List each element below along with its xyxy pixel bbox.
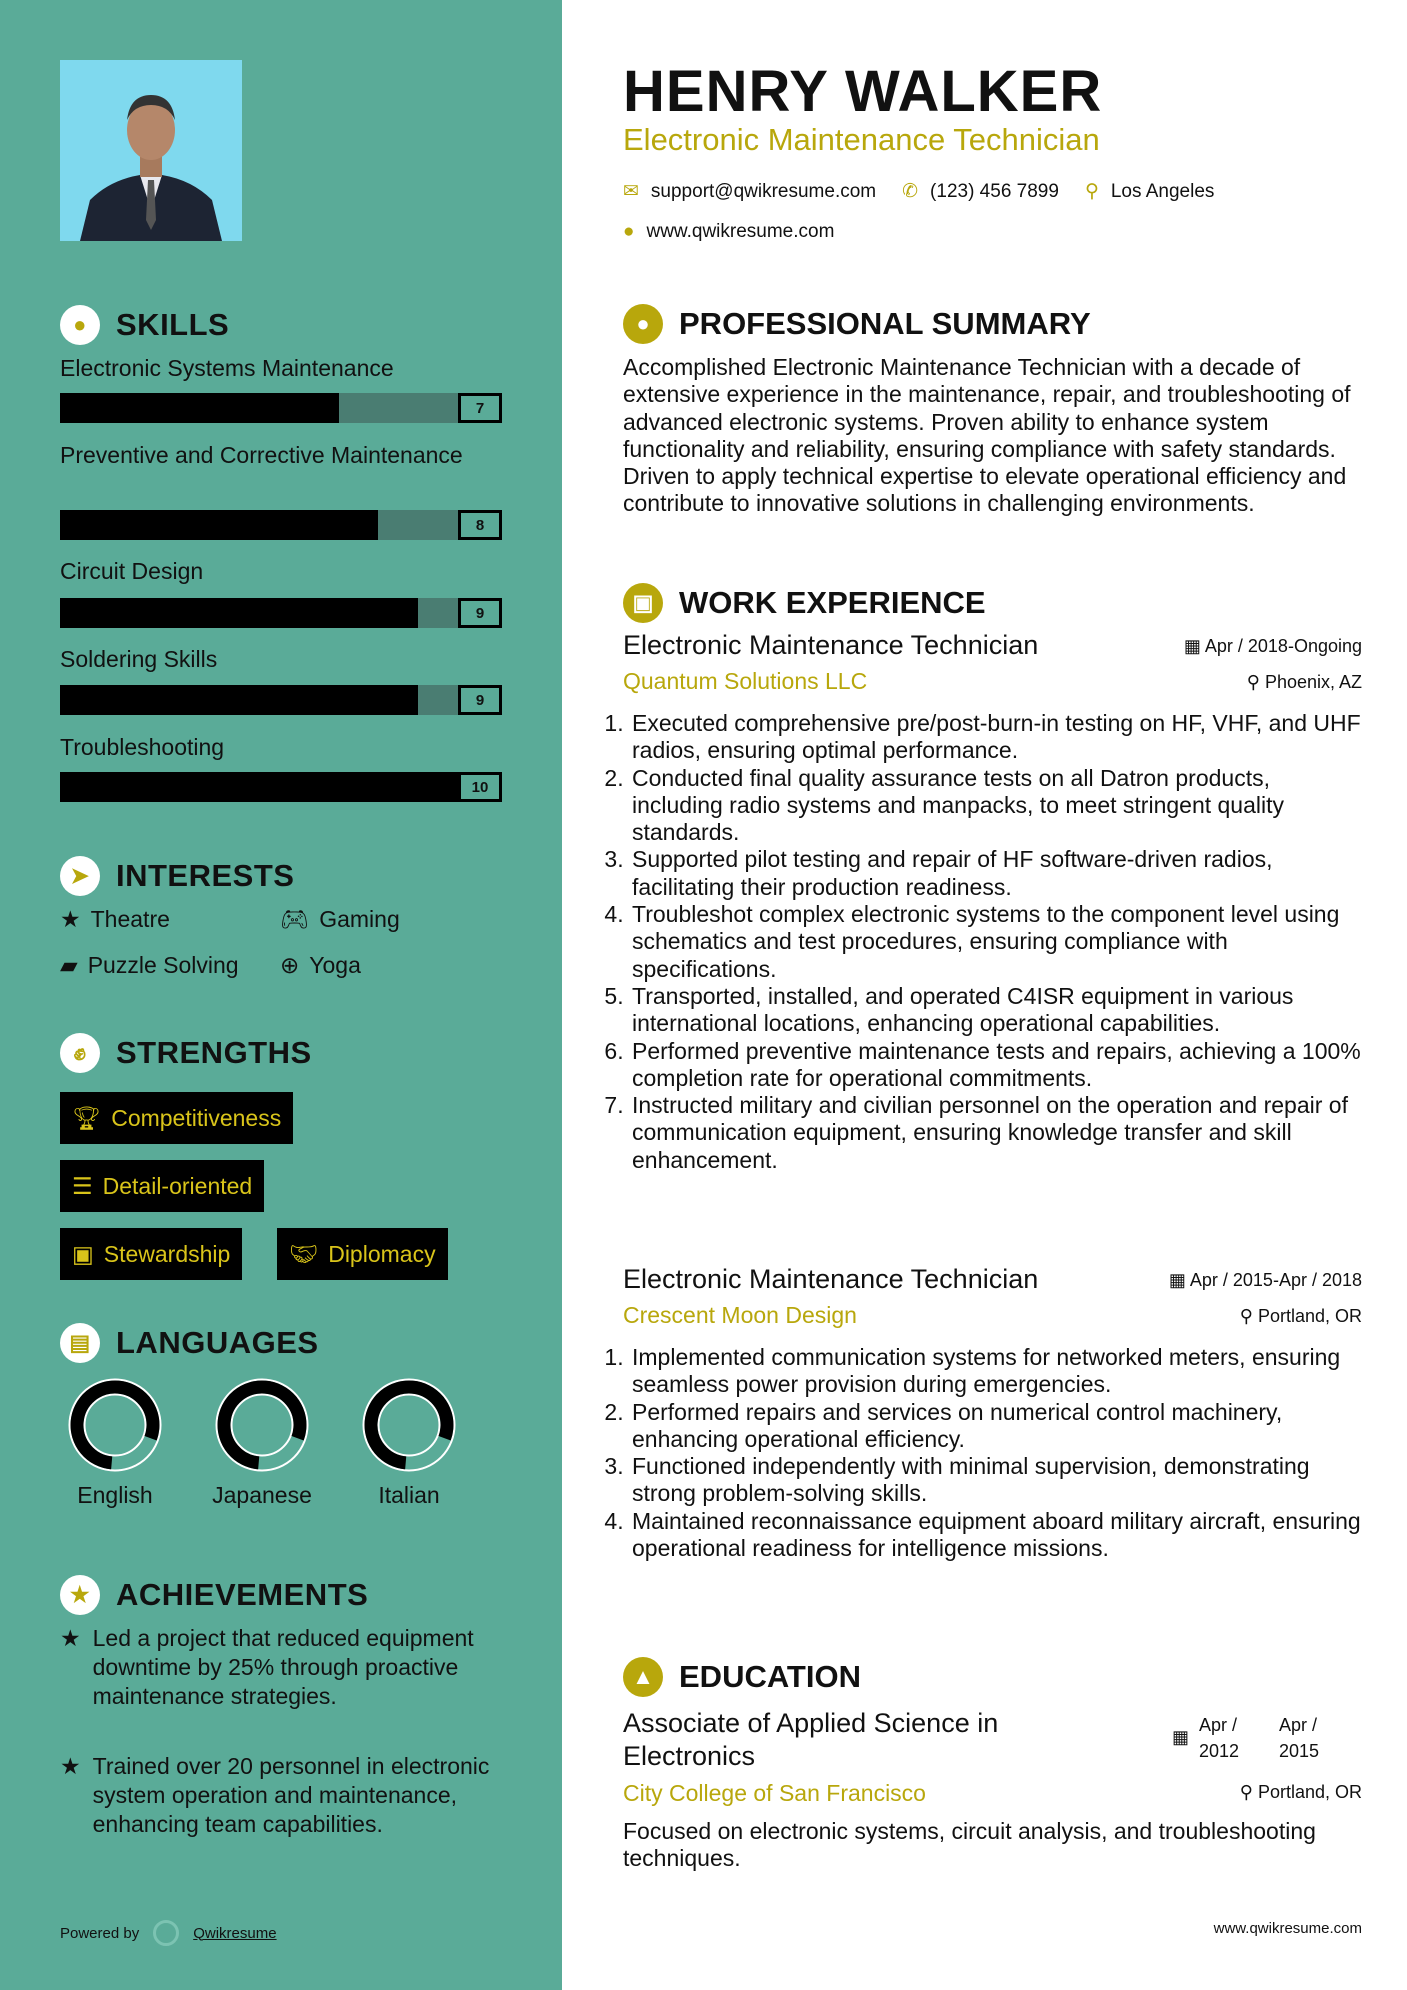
strengths-heading: ✊︎ STRENGTHS bbox=[60, 1033, 312, 1073]
skill-bar bbox=[60, 598, 502, 628]
pin-icon: ⚲ bbox=[1239, 1782, 1258, 1802]
calendar-icon: ▦ bbox=[1172, 1727, 1190, 1747]
handshake-icon: 🤝︎ bbox=[289, 1240, 319, 1267]
skill-value: 9 bbox=[458, 685, 502, 715]
skill-bar bbox=[60, 772, 502, 802]
calendar-icon: ▦ bbox=[1183, 636, 1205, 656]
fist-icon: ✊︎ bbox=[60, 1033, 100, 1073]
pin-icon: ⚲ bbox=[1246, 672, 1265, 692]
candidate-name: HENRY WALKER bbox=[623, 59, 1103, 124]
job-bullet: 2. Performed repairs and services on numerical control machinery, enhancing operational efficiency. bbox=[630, 1399, 1367, 1454]
gamepad-icon: 🎮︎ bbox=[280, 906, 310, 932]
job-location: ⚲ Phoenix, AZ bbox=[1246, 672, 1362, 692]
interest-item: ⊕ Yoga bbox=[280, 952, 361, 978]
language-label: Japanese bbox=[212, 1482, 312, 1508]
interest-item: ▰ Puzzle Solving bbox=[60, 952, 239, 978]
envelope-icon: ✉ bbox=[623, 181, 639, 202]
summary-heading: ● PROFESSIONAL SUMMARY bbox=[623, 304, 1363, 344]
education-dates: ▦ Apr / 2012 Apr / 2015 bbox=[1172, 1712, 1329, 1764]
company-name: Crescent Moon Design bbox=[623, 1302, 857, 1328]
translate-icon: ▤ bbox=[60, 1323, 100, 1363]
language-label: English bbox=[77, 1482, 153, 1508]
interest-item: ★ Theatre bbox=[60, 906, 170, 932]
company-name: Quantum Solutions LLC bbox=[623, 668, 868, 694]
job-location: ⚲ Portland, OR bbox=[1239, 1306, 1362, 1326]
phone-icon: ✆ bbox=[902, 181, 919, 202]
calendar-icon: ▦ bbox=[1168, 1270, 1190, 1290]
website-link[interactable]: www.qwikresume.com bbox=[646, 221, 835, 242]
skill-bar bbox=[60, 685, 502, 715]
skill-value: 8 bbox=[458, 510, 502, 540]
user-icon: ● bbox=[623, 304, 663, 344]
education-description: Focused on electronic systems, circuit analysis, and troubleshooting techniques. bbox=[623, 1818, 1316, 1872]
language-donut bbox=[359, 1375, 459, 1475]
job-dates: ▦ Apr / 2015-Apr / 2018 bbox=[1168, 1270, 1362, 1290]
skill-bar-fill bbox=[60, 393, 339, 423]
book-icon: ▰ bbox=[60, 952, 78, 978]
language-donut bbox=[65, 1375, 165, 1475]
map-pin-icon: ⚲ bbox=[1084, 181, 1099, 202]
strength-badge: ▣ Stewardship bbox=[60, 1228, 242, 1280]
skill-label: Circuit Design bbox=[60, 558, 204, 584]
star-icon: ★ bbox=[60, 1753, 81, 1779]
lifebuoy-icon: ⊕ bbox=[280, 952, 300, 978]
skill-value: 9 bbox=[458, 598, 502, 628]
skill-bar-fill bbox=[60, 598, 418, 628]
education-heading: ▲ EDUCATION bbox=[623, 1657, 1363, 1697]
job-dates: ▦ Apr / 2018-Ongoing bbox=[1183, 636, 1362, 656]
skill-label: Electronic Systems Maintenance bbox=[60, 355, 394, 381]
achievement-item: ★ Trained over 20 personnel in electronic system operation and maintenance, enhancing team capabilities. bbox=[60, 1753, 490, 1837]
strength-badge: ☰ Detail-oriented bbox=[60, 1160, 264, 1212]
job-bullet: 7. Instructed military and civilian personnel on the operation and repair of communication equipment, ensuring knowledge transfer and skill enhancement. bbox=[630, 1092, 1367, 1174]
job-bullet: 2. Conducted final quality assurance tests on all Datron products, including radio systems and manpacks, to meet stringent quality standards. bbox=[630, 765, 1367, 847]
summary-text: Accomplished Electronic Maintenance Technician with a decade of extensive experience in the maintenance, repair, and troubleshooting of advanced electronic systems. Proven ability to enhance system functionality and reliability, ensuring compliance with safety standards. Driven to apply technical expertise to elevate operational efficiency and contribute to innovative solutions in challenging environments. bbox=[623, 354, 1351, 517]
email-link[interactable]: support@qwikresume.com bbox=[650, 180, 877, 202]
skill-bar bbox=[60, 510, 502, 540]
job-bullet: 3. Supported pilot testing and repair of HF software-driven radios, facilitating their production readiness. bbox=[630, 846, 1367, 901]
skill-bar bbox=[60, 393, 502, 423]
skill-bar-fill bbox=[60, 685, 418, 715]
footer-website: www.qwikresume.com bbox=[1213, 1920, 1362, 1937]
job-bullet: 5. Transported, installed, and operated C4ISR equipment in various international locations, enhancing operational capabilities. bbox=[630, 983, 1367, 1038]
website-row bbox=[623, 221, 1363, 243]
achievements-heading: ★ ACHIEVEMENTS bbox=[60, 1575, 368, 1615]
skill-label: Preventive and Corrective Maintenance bbox=[60, 442, 463, 468]
job-position: Electronic Maintenance Technician bbox=[623, 1264, 1039, 1294]
qwikresume-link[interactable]: Qwikresume bbox=[193, 1924, 277, 1942]
job-bullet: 3. Functioned independently with minimal supervision, demonstrating strong problem-solving skills. bbox=[630, 1453, 1367, 1508]
school: City College of San Francisco bbox=[623, 1780, 926, 1806]
briefcase-icon: ▣ bbox=[623, 583, 663, 623]
list-icon: ☰ bbox=[72, 1172, 93, 1199]
skills-heading: ● SKILLS bbox=[60, 305, 229, 345]
strength-badge: 🏆︎ Competitiveness bbox=[60, 1092, 293, 1144]
languages-heading: ▤ LANGUAGES bbox=[60, 1323, 319, 1363]
job-bullets bbox=[612, 1344, 1367, 1562]
contact-row: ✉ support@qwikresume.com ✆ (123) 456 7899 ⚲ Los Angeles bbox=[623, 180, 1215, 202]
skill-value: 7 bbox=[458, 393, 502, 423]
job-bullets bbox=[612, 710, 1367, 1174]
language-donut bbox=[212, 1375, 312, 1475]
skill-bar-fill bbox=[60, 772, 458, 802]
lightbulb-icon: ● bbox=[60, 305, 100, 345]
language-label: Italian bbox=[378, 1482, 440, 1508]
graduation-icon: ▲ bbox=[623, 1657, 663, 1697]
powered-by: Powered by Qwikresume bbox=[60, 1920, 277, 1946]
interest-item: 🎮︎ Gaming bbox=[280, 906, 400, 932]
skill-label: Troubleshooting bbox=[60, 734, 225, 760]
job-bullet: 4. Troubleshot complex electronic systems to the component level using schematics and test procedures, ensuring compliance with specifications. bbox=[630, 901, 1367, 983]
strength-badge: 🤝︎ Diplomacy bbox=[277, 1228, 448, 1280]
star-icon: ★ bbox=[60, 1625, 81, 1651]
skill-bar-fill bbox=[60, 510, 378, 540]
achievement-item: ★ Led a project that reduced equipment downtime by 25% through proactive maintenance strategies. bbox=[60, 1625, 474, 1709]
degree: Associate of Applied Science in Electronics bbox=[623, 1708, 999, 1771]
qwikresume-logo-icon bbox=[153, 1920, 179, 1946]
star-icon: ★ bbox=[60, 906, 81, 932]
job-position: Electronic Maintenance Technician bbox=[623, 630, 1039, 660]
paper-plane-icon: ➤ bbox=[60, 856, 100, 896]
interests-heading: ➤ INTERESTS bbox=[60, 856, 294, 896]
job-title: Electronic Maintenance Technician bbox=[623, 122, 1100, 157]
skill-value: 10 bbox=[458, 772, 502, 802]
skill-label: Soldering Skills bbox=[60, 646, 218, 672]
job-bullet: 1. Executed comprehensive pre/post-burn-in testing on HF, VHF, and UHF radios, ensuring optimal performance. bbox=[630, 710, 1367, 765]
globe-icon: ● bbox=[623, 221, 635, 242]
work-heading: ▣ WORK EXPERIENCE bbox=[623, 583, 1363, 623]
job-bullet: 1. Implemented communication systems for networked meters, ensuring seamless power provision during emergencies. bbox=[630, 1344, 1367, 1399]
education-location: ⚲ Portland, OR bbox=[1239, 1782, 1362, 1802]
pin-icon: ⚲ bbox=[1239, 1306, 1258, 1326]
briefcase-icon: ▣ bbox=[72, 1240, 94, 1267]
profile-photo bbox=[60, 60, 242, 241]
star-badge-icon: ★ bbox=[60, 1575, 100, 1615]
job-bullet: 6. Performed preventive maintenance tests and repairs, achieving a 100% completion rate for operational commitments. bbox=[630, 1038, 1367, 1093]
trophy-icon: 🏆︎ bbox=[72, 1104, 102, 1131]
job-bullet: 4. Maintained reconnaissance equipment aboard military aircraft, ensuring operational readiness for intelligence missions. bbox=[630, 1508, 1367, 1563]
